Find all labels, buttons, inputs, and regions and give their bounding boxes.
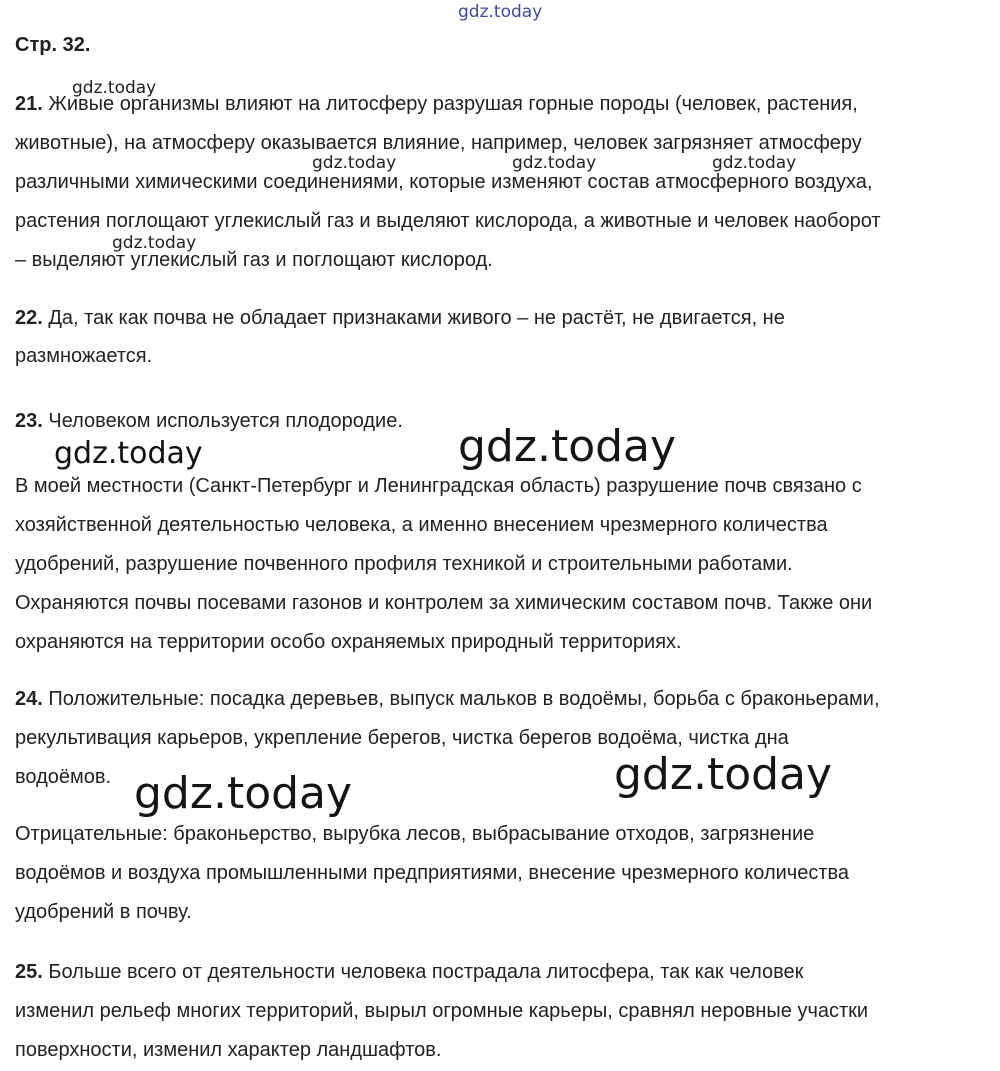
watermark-small-3: gdz.today <box>512 153 597 173</box>
answer-25-number: 25. <box>15 961 43 983</box>
watermark-large-2: gdz.today <box>54 436 203 471</box>
answer-21-line-2: животные), на атмосферу оказывается влияние, например, человек загрязняет атмосферу <box>15 132 862 154</box>
answer-23-number: 23. <box>15 410 43 432</box>
answer-24-line-6: удобрений в почву. <box>15 901 192 923</box>
answer-22-line-1: 22. Да, так как почва не обладает признаками живого – не растёт, не двигается, не <box>15 307 785 329</box>
answer-23-line-5: Охраняются почвы посевами газонов и контролем за химическим составом почв. Также они <box>15 592 873 614</box>
watermark-small-5: gdz.today <box>112 233 197 253</box>
answer-25-line-1: 25. Больше всего от деятельности человека пострадала литосфера, так как человек <box>15 961 804 983</box>
answer-25-line-2: изменил рельеф многих территорий, вырыл огромные карьеры, сравнял неровные участки <box>15 1000 869 1022</box>
watermark-large-3: gdz.today <box>614 749 833 800</box>
watermark-top: gdz.today <box>458 2 543 22</box>
watermark-large-4: gdz.today <box>134 768 353 819</box>
watermark-small-1: gdz.today <box>72 78 157 98</box>
answer-21-line-3: различными химическими соединениями, которые изменяют состав атмосферного воздуха, <box>15 171 873 193</box>
answer-24-number: 24. <box>15 688 43 710</box>
answer-23-line-1: 23. Человеком используется плодородие. <box>15 410 403 432</box>
answer-23-line-4: удобрений, разрушение почвенного профиля техникой и строительными работами. <box>15 553 793 575</box>
answer-22-line-2: размножается. <box>15 345 153 367</box>
watermark-small-2: gdz.today <box>312 153 397 173</box>
answer-21-line-5: – выделяют углекислый газ и поглощают кислород. <box>15 249 493 271</box>
answer-22-number: 22. <box>15 307 43 329</box>
answer-24-line-4: Отрицательные: браконьерство, вырубка лесов, выбрасывание отходов, загрязнение <box>15 823 815 845</box>
watermark-small-4: gdz.today <box>712 153 797 173</box>
page-title: Стр. 32. <box>15 34 91 56</box>
answer-21-line-4: растения поглощают углекислый газ и выделяют кислорода, а животные и человек наоборот <box>15 210 881 232</box>
watermark-large-1: gdz.today <box>458 421 677 472</box>
answer-21-line-1: 21. Живые организмы влияют на литосферу разрушая горные породы (человек, растения, <box>15 93 858 115</box>
answer-23-line-6: охраняются на территории особо охраняемых природный территориях. <box>15 631 682 653</box>
answer-23-line-3: хозяйственной деятельностью человека, а именно внесением чрезмерного количества <box>15 514 828 536</box>
answer-23-line-2: В моей местности (Санкт-Петербург и Ленинградская область) разрушение почв связано с <box>15 475 862 497</box>
answer-21-number: 21. <box>15 93 43 115</box>
answer-24-line-5: водоёмов и воздуха промышленными предприятиями, внесение чрезмерного количества <box>15 862 850 884</box>
answer-24-line-3: водоёмов. <box>15 766 112 788</box>
answer-25-line-3: поверхности, изменил характер ландшафтов. <box>15 1039 442 1061</box>
answer-24-line-1: 24. Положительные: посадка деревьев, выпуск мальков в водоёмы, борьба с браконьерами, <box>15 688 880 710</box>
answer-24-line-2: рекультивация карьеров, укрепление берегов, чистка берегов водоёма, чистка дна <box>15 727 789 749</box>
